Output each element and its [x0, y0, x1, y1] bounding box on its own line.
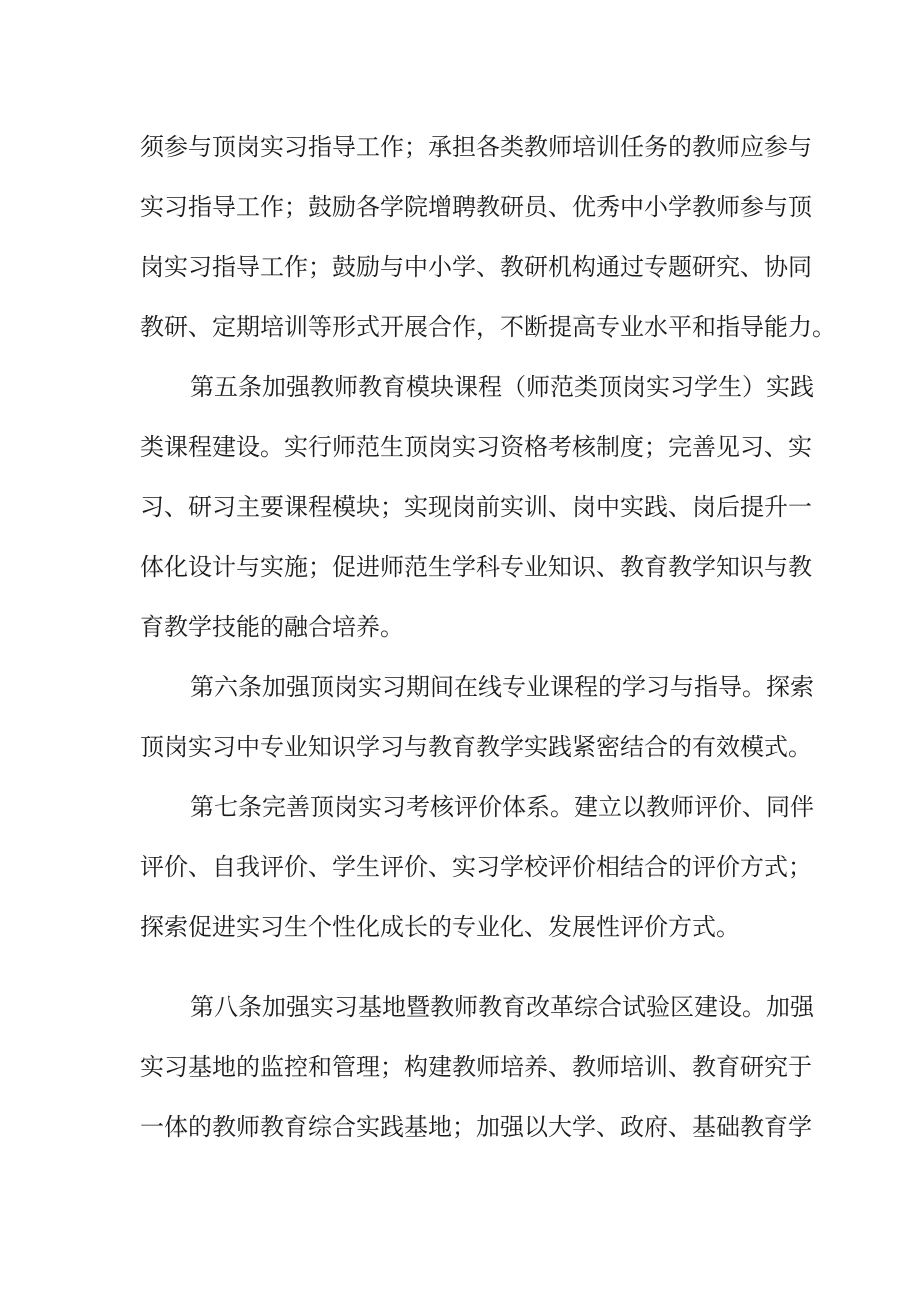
paragraph-line: 体化设计与实施；促进师范生学科专业知识、教育教学知识与教 — [140, 553, 812, 581]
paragraph-line: 习、研习主要课程模块；实现岗前实训、岗中实践、岗后提升一 — [140, 493, 812, 521]
paragraph-line: 岗实习指导工作；鼓励与中小学、教研机构通过专题研究、协同 — [140, 253, 812, 281]
paragraph-line: 育教学技能的融合培养。 — [140, 613, 404, 641]
article-8-heading-line: 第八条加强实习基地暨教师教育改革综合试验区建设。加强 — [190, 993, 814, 1021]
paragraph-line: 顶岗实习中专业知识学习与教育教学实践紧密结合的有效模式。 — [140, 733, 812, 761]
article-5-heading-line: 第五条加强教师教育模块课程（师范类顶岗实习学生）实践 — [190, 373, 814, 401]
paragraph-line: 教研、定期培训等形式开展合作，不断提高专业水平和指导能力。 — [140, 313, 836, 341]
paragraph-line: 评价、自我评价、学生评价、实习学校评价相结合的评价方式； — [140, 853, 812, 881]
paragraph-line: 探索促进实习生个性化成长的专业化、发展性评价方式。 — [140, 913, 740, 941]
article-7-heading-line: 第七条完善顶岗实习考核评价体系。建立以教师评价、同伴 — [190, 793, 814, 821]
paragraph-line: 须参与顶岗实习指导工作；承担各类教师培训任务的教师应参与 — [140, 133, 812, 161]
article-6-heading-line: 第六条加强顶岗实习期间在线专业课程的学习与指导。探索 — [190, 673, 814, 701]
paragraph-line: 类课程建设。实行师范生顶岗实习资格考核制度；完善见习、实 — [140, 433, 812, 461]
paragraph-line: 实习基地的监控和管理；构建教师培养、教师培训、教育研究于 — [140, 1053, 812, 1081]
paragraph-line: 一体的教师教育综合实践基地；加强以大学、政府、基础教育学 — [140, 1113, 812, 1141]
paragraph-line: 实习指导工作；鼓励各学院增聘教研员、优秀中小学教师参与顶 — [140, 193, 812, 221]
